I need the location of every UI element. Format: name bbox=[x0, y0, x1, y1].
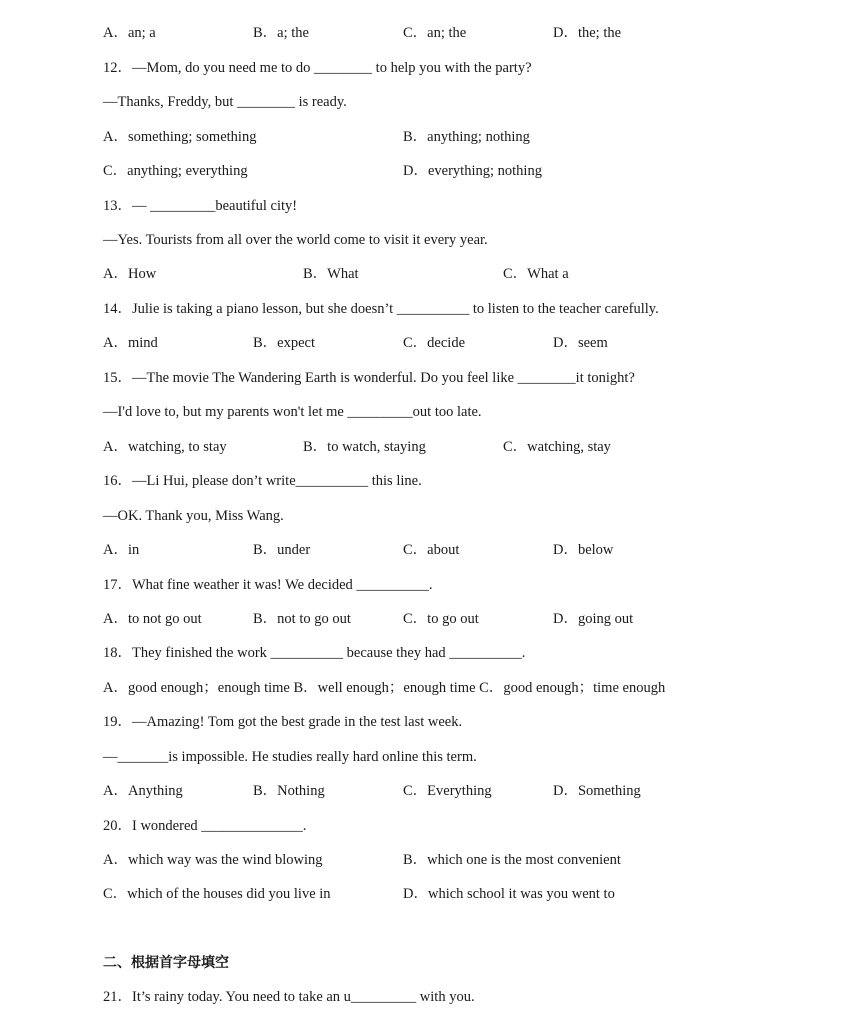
q16-option-c: C．about bbox=[403, 542, 460, 558]
q12-option-d: D．everything; nothing bbox=[403, 163, 542, 179]
q16-reply: —OK. Thank you, Miss Wang. bbox=[103, 508, 284, 524]
q12-question: 12．—Mom, do you need me to do ________ to help you with the party? bbox=[103, 60, 532, 76]
q19-option-a: A．Anything bbox=[103, 783, 183, 799]
q11-option-a: A．an; a bbox=[103, 25, 156, 41]
q17-option-c: C．to go out bbox=[403, 611, 479, 627]
q19-reply: —_______is impossible. He studies really hard online this term. bbox=[103, 749, 477, 765]
q15-option-a: A．watching, to stay bbox=[103, 439, 227, 455]
q16-option-a: A．in bbox=[103, 542, 140, 558]
q11-option-b: B．a; the bbox=[253, 25, 309, 41]
section-2-heading: 二、根据首字母填空 bbox=[103, 955, 229, 971]
q19-question: 19．—Amazing! Tom got the best grade in the test last week. bbox=[103, 714, 463, 730]
q20-option-c: C．which of the houses did you live in bbox=[103, 886, 331, 902]
q14-option-b: B．expect bbox=[253, 335, 316, 351]
q13-option-b: B．What bbox=[303, 266, 359, 282]
q18-options: A．good enough；enough time B．well enough；enough time C．good enough；time enough bbox=[103, 680, 666, 696]
q19-option-b: B．Nothing bbox=[253, 783, 325, 799]
q16-option-b: B．under bbox=[253, 542, 311, 558]
q15-reply: —I'd love to, but my parents won't let me _________out too late. bbox=[103, 404, 482, 420]
q13-option-a: A．How bbox=[103, 266, 157, 282]
q19-option-d: D．Something bbox=[553, 783, 641, 799]
q17-option-b: B．not to go out bbox=[253, 611, 351, 627]
q20-option-a: A．which way was the wind blowing bbox=[103, 852, 323, 868]
q14-option-a: A．mind bbox=[103, 335, 158, 351]
q20-option-b: B．which one is the most convenient bbox=[403, 852, 621, 868]
q16-option-d: D．below bbox=[553, 542, 614, 558]
q21-question: 21．It’s rainy today. You need to take an u_________ with you. bbox=[103, 989, 475, 1005]
q14-option-d: D．seem bbox=[553, 335, 608, 351]
q19-option-c: C．Everything bbox=[403, 783, 492, 799]
q12-option-a: A．something; something bbox=[103, 129, 257, 145]
q15-question: 15．—The movie The Wandering Earth is wonderful. Do you feel like ________it tonight? bbox=[103, 370, 635, 386]
q14-option-c: C．decide bbox=[403, 335, 466, 351]
q16-question: 16．—Li Hui, please don’t write__________ this line. bbox=[103, 473, 422, 489]
q11-option-c: C．an; the bbox=[403, 25, 467, 41]
q14-question: 14．Julie is taking a piano lesson, but she doesn’t __________ to listen to the teacher carefully. bbox=[103, 301, 659, 317]
q20-option-d: D．which school it was you went to bbox=[403, 886, 615, 902]
q20-question: 20．I wondered ______________. bbox=[103, 818, 307, 834]
q15-option-b: B．to watch, staying bbox=[303, 439, 426, 455]
q13-question: 13．— _________beautiful city! bbox=[103, 198, 298, 214]
q13-reply: —Yes. Tourists from all over the world come to visit it every year. bbox=[103, 232, 488, 248]
q12-option-c: C．anything; everything bbox=[103, 163, 248, 179]
q18-question: 18．They finished the work __________ because they had __________. bbox=[103, 645, 526, 661]
q15-option-c: C．watching, stay bbox=[503, 439, 611, 455]
q17-question: 17．What fine weather it was! We decided __________. bbox=[103, 577, 433, 593]
q17-option-d: D．going out bbox=[553, 611, 634, 627]
q12-reply: —Thanks, Freddy, but ________ is ready. bbox=[103, 94, 347, 110]
q11-option-d: D．the; the bbox=[553, 25, 622, 41]
q17-option-a: A．to not go out bbox=[103, 611, 202, 627]
q12-option-b: B．anything; nothing bbox=[403, 129, 530, 145]
q13-option-c: C．What a bbox=[503, 266, 569, 282]
